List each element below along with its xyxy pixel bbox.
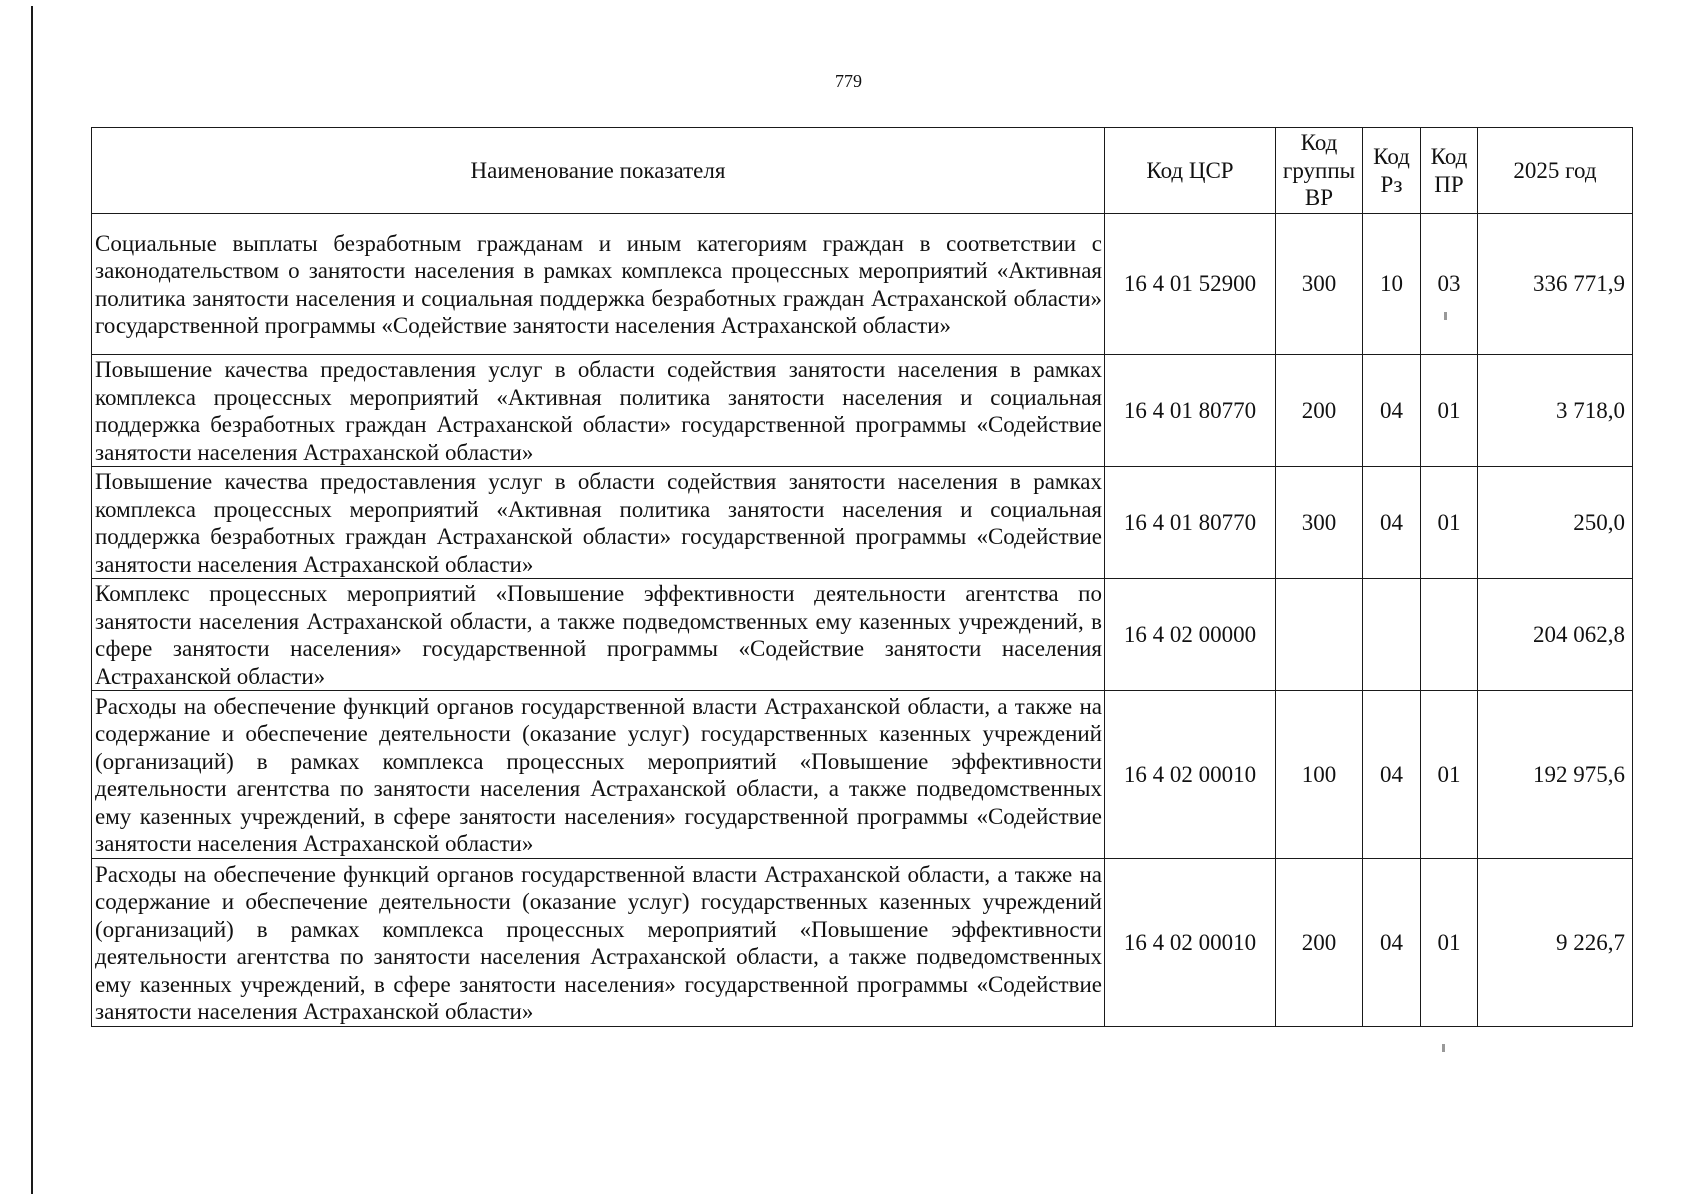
- scan-artifact-mark: [1442, 1044, 1445, 1052]
- table-row: [92, 859, 1633, 1027]
- row-amount: 336 771,9: [1478, 214, 1633, 355]
- row-rz: 10: [1363, 214, 1421, 355]
- row-vr: 300: [1276, 214, 1363, 355]
- row-pr: 03: [1421, 214, 1478, 355]
- row-rz: [1363, 579, 1421, 691]
- header-csr: Код ЦСР: [1105, 128, 1276, 214]
- row-csr: 16 4 02 00000: [1105, 579, 1276, 691]
- header-row: [92, 128, 1633, 214]
- table-row: [92, 467, 1633, 579]
- budget-table: [91, 127, 1633, 1027]
- row-rz: 04: [1363, 859, 1421, 1027]
- row-amount: 204 062,8: [1478, 579, 1633, 691]
- row-name: Социальные выплаты безработным гражданам и иным категориям граждан в соответствии с законодательством о занятости населения в рамках комплекса процессных мероприятий «Активная политика занятости населения и социальная поддержка безработных граждан Астраханской области» государственной программы «Содействие занятости населения Астраханской области»: [92, 214, 1105, 355]
- table-row: [92, 214, 1633, 355]
- row-rz: 04: [1363, 691, 1421, 859]
- table-header: [92, 128, 1633, 214]
- table-body: [92, 214, 1633, 1027]
- header-year: 2025 год: [1478, 128, 1633, 214]
- row-name: Расходы на обеспечение функций органов государственной власти Астраханской области, а также на содержание и обеспечение деятельности (оказание услуг) государственных казенных учреждений (организаций) в рамках комплекса процессных мероприятий «Повышение эффективности деятельности агентства по занятости населения Астраханской области, а также подведомственных ему казенных учреждений, в сфере занятости населения» государственной программы «Содействие занятости населения Астраханской области»: [92, 859, 1105, 1027]
- scan-artifact-mark: [1444, 312, 1447, 320]
- table-row: [92, 579, 1633, 691]
- page-number: 779: [835, 71, 862, 91]
- row-csr: 16 4 01 80770: [1105, 467, 1276, 579]
- header-pr: Код ПР: [1421, 128, 1478, 214]
- header-rz: Код Рз: [1363, 128, 1421, 214]
- row-vr: 200: [1276, 355, 1363, 467]
- row-vr: 300: [1276, 467, 1363, 579]
- table-row: [92, 691, 1633, 859]
- row-amount: 3 718,0: [1478, 355, 1633, 467]
- row-csr: 16 4 01 52900: [1105, 214, 1276, 355]
- header-name: Наименование показателя: [92, 128, 1105, 214]
- table-row: [92, 355, 1633, 467]
- row-vr: [1276, 579, 1363, 691]
- row-amount: 250,0: [1478, 467, 1633, 579]
- row-name: Комплекс процессных мероприятий «Повышение эффективности деятельности агентства по занятости населения Астраханской области, а также подведомственных ему казенных учреждений, в сфере занятости населения» государственной программы «Содействие занятости населения Астраханской области»: [92, 579, 1105, 691]
- row-name: Повышение качества предоставления услуг в области содействия занятости населения в рамках комплекса процессных мероприятий «Активная политика занятости населения и социальная поддержка безработных граждан Астраханской области» государственной программы «Содействие занятости населения Астраханской области»: [92, 467, 1105, 579]
- header-vr: Код группы ВР: [1276, 128, 1363, 214]
- row-name: Повышение качества предоставления услуг в области содействия занятости населения в рамках комплекса процессных мероприятий «Активная политика занятости населения и социальная поддержка безработных граждан Астраханской области» государственной программы «Содействие занятости населения Астраханской области»: [92, 355, 1105, 467]
- row-rz: 04: [1363, 467, 1421, 579]
- row-vr: 100: [1276, 691, 1363, 859]
- row-pr: [1421, 579, 1478, 691]
- row-csr: 16 4 02 00010: [1105, 691, 1276, 859]
- row-amount: 9 226,7: [1478, 859, 1633, 1027]
- row-csr: 16 4 02 00010: [1105, 859, 1276, 1027]
- row-amount: 192 975,6: [1478, 691, 1633, 859]
- row-vr: 200: [1276, 859, 1363, 1027]
- row-pr: 01: [1421, 691, 1478, 859]
- row-csr: 16 4 01 80770: [1105, 355, 1276, 467]
- page-binding-line: [31, 6, 33, 1194]
- row-rz: 04: [1363, 355, 1421, 467]
- row-name: Расходы на обеспечение функций органов государственной власти Астраханской области, а также на содержание и обеспечение деятельности (оказание услуг) государственных казенных учреждений (организаций) в рамках комплекса процессных мероприятий «Повышение эффективности деятельности агентства по занятости населения Астраханской области, а также подведомственных ему казенных учреждений, в сфере занятости населения» государственной программы «Содействие занятости населения Астраханской области»: [92, 691, 1105, 859]
- row-pr: 01: [1421, 467, 1478, 579]
- row-pr: 01: [1421, 355, 1478, 467]
- row-pr: 01: [1421, 859, 1478, 1027]
